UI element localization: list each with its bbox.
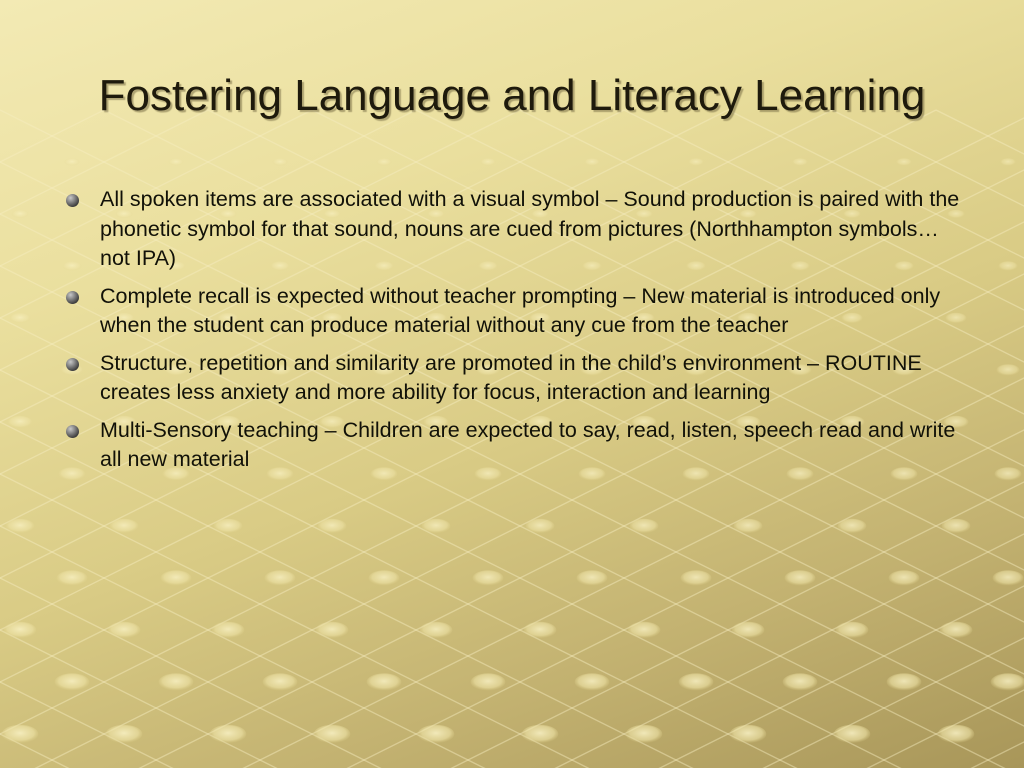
lattice-dot [212, 622, 245, 638]
lattice-dot [993, 570, 1024, 585]
lattice-dot [838, 519, 867, 533]
lattice-dot [422, 519, 451, 533]
bullet-item [66, 185, 966, 274]
lattice-dot [210, 725, 247, 743]
lattice-dot [577, 570, 608, 585]
lattice-dot [688, 158, 703, 166]
lattice-dot [11, 210, 28, 219]
lattice-dot [4, 622, 37, 638]
lattice-dot [732, 622, 765, 638]
lattice-dot [681, 570, 712, 585]
lattice-dot [679, 673, 714, 690]
lattice-dot [473, 570, 504, 585]
lattice-dot [836, 622, 869, 638]
lattice-dot [376, 158, 391, 166]
lattice-dot [106, 725, 143, 743]
lattice-dot [1000, 158, 1015, 166]
lattice-dot [834, 725, 871, 743]
lattice-dot [889, 570, 920, 585]
lattice-dot [584, 158, 599, 166]
slide-title: Fostering Language and Literacy Learning [98, 71, 926, 120]
lattice-dot [522, 725, 559, 743]
lattice-dot [524, 622, 557, 638]
lattice-dot [628, 622, 661, 638]
lattice-dot [110, 519, 139, 533]
lattice-dot [783, 673, 818, 690]
sphere-bullet-icon [66, 194, 79, 207]
lattice-dot [108, 622, 141, 638]
lattice-dot [887, 673, 922, 690]
lattice-dot [64, 158, 79, 166]
bullet-text: Complete recall is expected without teacher prompting – New material is introduced only when the student can produce material without any cue from the teacher [100, 283, 941, 337]
lattice-dot [575, 673, 610, 690]
lattice-dot [263, 673, 298, 690]
lattice-dot [57, 570, 88, 585]
bullet-text: Multi-Sensory teaching – Children are expected to say, read, listen, speech read and write all new material [100, 417, 956, 471]
lattice-dot [420, 622, 453, 638]
lattice-dot [792, 158, 807, 166]
lattice-dot [938, 725, 975, 743]
bullet-list [66, 185, 966, 483]
lattice-dot [272, 158, 287, 166]
lattice-dot [55, 673, 90, 690]
lattice-dot [626, 725, 663, 743]
bullet-text: Structure, repetition and similarity are promoted in the child’s environment – ROUTINE creates less anxiety and more ability for focus, interaction and learning [100, 350, 922, 404]
lattice-dot [168, 158, 183, 166]
lattice-dot [6, 519, 35, 533]
sphere-bullet-icon [66, 425, 79, 438]
lattice-dot [471, 673, 506, 690]
lattice-dot [785, 570, 816, 585]
lattice-dot [940, 622, 973, 638]
lattice-dot [896, 158, 911, 166]
lattice-dot [998, 261, 1017, 271]
lattice-dot [8, 416, 33, 428]
lattice-dot [995, 467, 1022, 480]
lattice-dot [996, 364, 1019, 376]
lattice-dot [2, 725, 39, 743]
lattice-dot [730, 725, 767, 743]
lattice-dot [314, 725, 351, 743]
bullet-item [66, 349, 966, 408]
lattice-dot [265, 570, 296, 585]
bullet-item [66, 416, 966, 475]
lattice-dot [734, 519, 763, 533]
sphere-bullet-icon [66, 291, 79, 304]
lattice-dot [630, 519, 659, 533]
lattice-dot [161, 570, 192, 585]
bullet-text: All spoken items are associated with a visual symbol – Sound production is paired with the phonetic symbol for that sound, nouns are cued from pictures (Northhampton symbols…not IPA) [100, 187, 960, 270]
lattice-dot [9, 313, 30, 324]
lattice-dot [526, 519, 555, 533]
lattice-dot [942, 519, 971, 533]
lattice-dot [214, 519, 243, 533]
lattice-dot [367, 673, 402, 690]
lattice-dot [369, 570, 400, 585]
sphere-bullet-icon [66, 358, 79, 371]
lattice-line [992, 110, 1024, 768]
lattice-dot [316, 622, 349, 638]
bullet-item [66, 282, 966, 341]
lattice-dot [318, 519, 347, 533]
lattice-dot [991, 673, 1024, 690]
lattice-dot [480, 158, 495, 166]
lattice-dot [418, 725, 455, 743]
lattice-dot [159, 673, 194, 690]
